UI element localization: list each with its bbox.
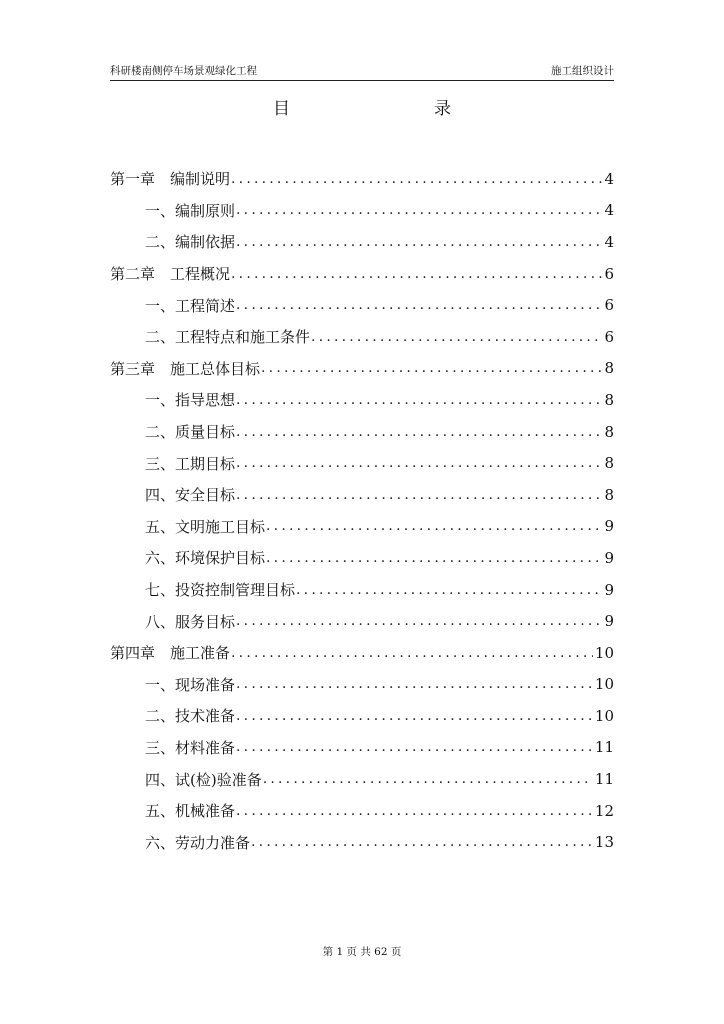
toc-entry-page-number: 10 (594, 675, 614, 694)
toc-section-entry[interactable] (110, 226, 614, 258)
toc-entry-page-number: 9 (604, 612, 614, 631)
toc-dot-leader (235, 202, 602, 218)
toc-entry-label: 第三章 施工总体目标 (110, 359, 261, 378)
toc-section-entry[interactable] (110, 669, 614, 701)
toc-dot-leader (235, 455, 602, 471)
toc-section-entry[interactable] (110, 195, 614, 227)
toc-entry-label: 二、质量目标 (145, 423, 236, 442)
toc-entry-page-number: 4 (604, 201, 614, 220)
toc-entry-page-number: 8 (604, 422, 614, 441)
toc-section-entry[interactable] (110, 795, 614, 827)
toc-dot-leader (230, 266, 602, 282)
toc-section-entry[interactable] (110, 416, 614, 448)
header-project-title: 科研楼南侧停车场景观绿化工程 (110, 65, 257, 77)
toc-entry-page-number: 8 (604, 359, 614, 378)
toc-chapter-entry[interactable] (110, 637, 614, 669)
toc-entry-label: 七、投资控制管理目标 (145, 581, 296, 600)
toc-entry-label: 四、安全目标 (145, 486, 236, 505)
toc-entry-label: 第一章 编制说明 (110, 170, 231, 189)
toc-dot-leader (265, 550, 602, 566)
toc-section-entry[interactable] (110, 763, 614, 795)
toc-entry-label: 二、编制依据 (145, 233, 236, 252)
toc-dot-leader (235, 424, 602, 440)
toc-section-entry[interactable] (110, 732, 614, 764)
toc-dot-leader (235, 708, 593, 724)
toc-section-entry[interactable] (110, 574, 614, 606)
page-footer: 第 1 页 共 62 页 (322, 946, 402, 958)
toc-section-entry[interactable] (110, 826, 614, 858)
toc-entry-page-number: 4 (604, 169, 614, 188)
toc-title-char-1: 目 (273, 99, 290, 119)
toc-entry-page-number: 9 (604, 548, 614, 567)
toc-dot-leader (235, 803, 593, 819)
toc-dot-leader (235, 392, 602, 408)
toc-entry-label: 八、服务目标 (145, 612, 236, 631)
toc-section-entry[interactable] (110, 447, 614, 479)
toc-section-entry[interactable] (110, 605, 614, 637)
toc-entry-page-number: 9 (604, 580, 614, 599)
toc-dot-leader (295, 582, 602, 598)
toc-entry-page-number: 6 (604, 296, 614, 315)
toc-section-entry[interactable] (110, 479, 614, 511)
toc-dot-leader (235, 297, 602, 313)
page-header (110, 64, 614, 81)
toc-entry-label: 一、工程简述 (145, 296, 236, 315)
toc-entry-label: 一、现场准备 (145, 675, 236, 694)
toc-dot-leader (235, 739, 593, 755)
toc-entry-label: 六、劳动力准备 (145, 833, 251, 852)
toc-entry-label: 一、编制原则 (145, 201, 236, 220)
toc-dot-leader (230, 645, 593, 661)
toc-entry-label: 三、工期目标 (145, 454, 236, 473)
toc-section-entry[interactable] (110, 700, 614, 732)
toc-entry-page-number: 10 (594, 643, 614, 662)
toc-section-entry[interactable] (110, 289, 614, 321)
toc-entry-page-number: 13 (594, 833, 614, 852)
toc-dot-leader (235, 676, 593, 692)
toc-entry-label: 第四章 施工准备 (110, 644, 231, 663)
toc-entry-page-number: 9 (604, 517, 614, 536)
toc-entry-page-number: 8 (604, 485, 614, 504)
toc-dot-leader (262, 771, 593, 787)
toc-section-entry[interactable] (110, 321, 614, 353)
toc-dot-leader (310, 329, 602, 345)
toc-entry-page-number: 8 (604, 454, 614, 473)
toc-dot-leader (265, 518, 602, 534)
toc-entry-page-number: 6 (604, 327, 614, 346)
toc-entry-page-number: 10 (594, 706, 614, 725)
toc-entry-label: 五、文明施工目标 (145, 517, 266, 536)
table-of-contents (110, 163, 614, 858)
header-document-type: 施工组织设计 (551, 65, 614, 77)
toc-entry-label: 二、技术准备 (145, 707, 236, 726)
toc-entry-page-number: 8 (604, 390, 614, 409)
toc-entry-page-number: 11 (594, 770, 614, 789)
toc-dot-leader (230, 171, 602, 187)
toc-entry-label: 一、指导思想 (145, 391, 236, 410)
toc-chapter-entry[interactable] (110, 163, 614, 195)
toc-title-char-2: 录 (434, 99, 451, 119)
toc-entry-label: 三、材料准备 (145, 738, 236, 757)
toc-section-entry[interactable] (110, 384, 614, 416)
toc-entry-label: 第二章 工程概况 (110, 265, 231, 284)
toc-entry-label: 四、试(检)验准备 (145, 770, 262, 789)
toc-section-entry[interactable] (110, 511, 614, 543)
toc-dot-leader (250, 834, 593, 850)
toc-entry-page-number: 6 (604, 264, 614, 283)
toc-entry-page-number: 11 (594, 738, 614, 757)
toc-dot-leader (235, 234, 602, 250)
toc-section-entry[interactable] (110, 542, 614, 574)
toc-chapter-entry[interactable] (110, 258, 614, 290)
toc-entry-page-number: 12 (594, 801, 614, 820)
toc-dot-leader (235, 487, 602, 503)
toc-chapter-entry[interactable] (110, 353, 614, 385)
toc-entry-page-number: 4 (604, 232, 614, 251)
toc-entry-label: 六、环境保护目标 (145, 549, 266, 568)
toc-dot-leader (260, 360, 602, 376)
toc-entry-label: 二、工程特点和施工条件 (145, 328, 311, 347)
toc-dot-leader (235, 613, 602, 629)
toc-entry-label: 五、机械准备 (145, 802, 236, 821)
